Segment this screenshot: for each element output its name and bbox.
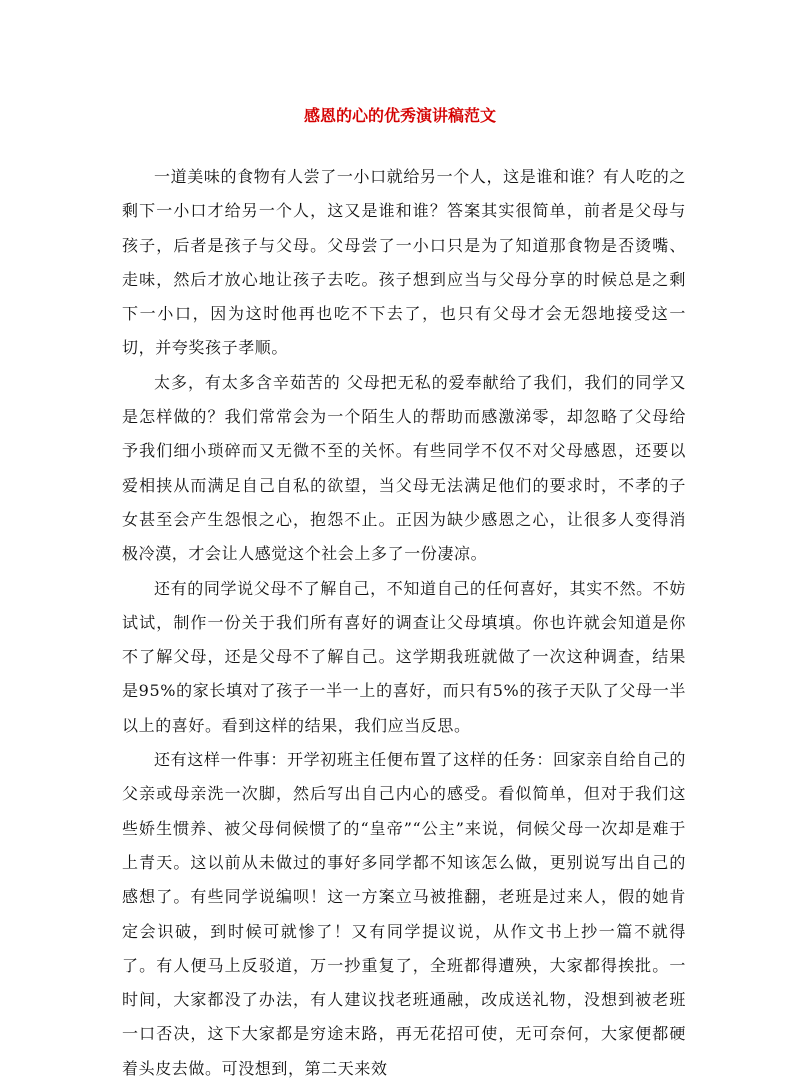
paragraph-3: 还有的同学说父母不了解自己，不知道自己的任何喜好，其实不然。不妨试试，制作一份关于我们所有喜好的调查让父母填填。你也许就会知道是你不了解父母，还是父母不了解自己。这学期我班就做了一次这种调查，结果是95%的家长填对了孩子一半一上的喜好，而只有5%的孩子天队了父母一半以上的喜好。看到这样的结果，我们应当反思。 bbox=[122, 578, 686, 735]
paragraph-4: 还有这样一件事：开学初班主任便布置了这样的任务：回家亲自给自己的父亲或母亲洗一次脚，然后写出自己内心的感受。看似简单，但对于我们这些娇生惯养、被父母伺候惯了的“皇帝”“公主”来说，伺候父母一次却是难于上青天。这以前从未做过的事好多同学都不知该怎么做，更别说写出自己的感想了。有些同学说编呗！这一方案立马被推翻，老班是过来人，假的她肯定会识破，到时候可就惨了！又有同学提议说，从作文书上抄一篇不就得了。有人便马上反驳道，万一抄重复了，全班都得遭殃，大家都得挨批。一时间，大家都没了办法，有人建议找老班通融，改成送礼物，没想到被老班一口否决，这下大家都是穷途末路，再无花招可使，无可奈何，大家便都硬着头皮去做。可没想到，第二天来效 bbox=[122, 750, 686, 1078]
paragraph-2: 太多，有太多含辛茹苦的 父母把无私的爱奉献给了我们，我们的同学又是怎样做的？我们常常会为一个陌生人的帮助而感激涕零，却忽略了父母给予我们细小琐碎而又无微不至的关怀。有些同学不仅不对父母感恩，还要以爱相挟从而满足自己自私的欲望，当父母无法满足他们的要求时，不孝的子女甚至会产生怨恨之心，抱怨不止。正因为缺少感恩之心，让很多人变得消极冷漠，才会让人感觉这个社会上多了一份凄凉。 bbox=[122, 372, 686, 564]
document-body bbox=[122, 160, 686, 1086]
document-title: 感恩的心的优秀演讲稿范文 bbox=[303, 106, 496, 125]
paragraph-1: 一道美味的食物有人尝了一小口就给另一个人，这是谁和谁？有人吃的之剩下一小口才给另一个人，这又是谁和谁？答案其实很简单，前者是父母与孩子，后者是孩子与父母。父母尝了一小口只是为了知道那食物是否烫嘴、走味，然后才放心地让孩子去吃。孩子想到应当与父母分享的时候总是之剩下一小口，因为这时他再也吃不下去了，也只有父母才会无怨地接受这一切，并夸奖孩子孝顺。 bbox=[122, 167, 686, 358]
